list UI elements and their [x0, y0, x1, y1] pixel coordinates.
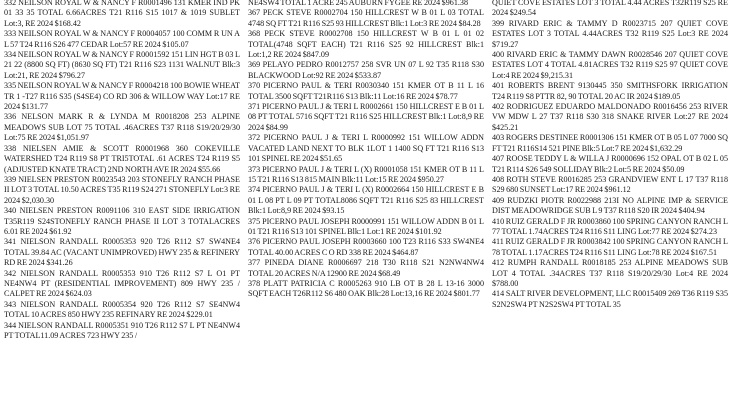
list-item: 412 RUMPH RANDALL R0018185 253 ALPINE MEADOWS SUB LOT 4 TOTAL .34ACRES T37 R118 S19/20/29/30 Lot:4 RE 2024 $788.00 — [492, 258, 728, 288]
list-item: 403 ROGERS DESTINEE R0001306 151 KMER OT B 05 L 07 7000 SQ FT T21 R116S14 521 PINE Blk:5 Lot:7 RE 2024 $1,632.29 — [492, 133, 728, 153]
list-item: 372 PICERNO PAUL J & TERI L R0000992 151 WILLOW ADDN VACATED LAND NEXT TO BLK 1LOT 1 1400 SQ FT T21 R116 S13 101 SPINEL RE 2024 $51.65 — [248, 133, 484, 164]
list-item: 344 NIELSON RANDALL R0005351 910 T26 R112 S7 L PT NE4NW4 PT TOTAL11.09 ACRES 723 HWY 235 / — [4, 320, 240, 340]
column-right — [492, 0, 728, 400]
list-item: QUIET COVE ESTATES LOT 3 TOTAL 4.44 ACRES T32R119 S25 RE 2024 $249.54 — [492, 0, 728, 18]
list-item: 377 PINEDA DIANE R0006697 218 T30 R118 S21 N2NW4NW4 TOTAL 20 ACRES N/A 12900 RE 2024 $68.49 — [248, 258, 484, 278]
list-item: 334 NEILSON ROYAL W & NANCY F R0001592 151 LIN HGT B 03 L 21 22 (8800 SQ FT) (8630 SQ FT) T21 R116 S23 1131 WALNUT Blk:3 Lot:21, RE 2024 $796.27 — [4, 50, 240, 80]
list-item: 378 PLATT PATRICIA C R0005263 910 LB OT B 28 L 13-16 3000 SQFT EACH T26R112 S6 480 OAK Blk:28 Lot:13,16 RE 2024 $801.77 — [248, 278, 484, 299]
list-item: 371 PICERNO PAUL J & TERI L R0002661 150 HILLCREST E B 01 L 08 PT TOTAL 5716 SQFT T21 R116 S25 HILLCREST Blk:1 Lot:8,9 RE 2024 $84.99 — [248, 102, 484, 132]
list-item: 400 RIVARD ERIC & TAMMY DAWN R0028546 207 QUIET COVE ESTATES LOT 4 TOTAL 4.81ACRES T32 R119 S25 97 QUIET COVE Lot:4 RE 2024 $9,215.31 — [492, 50, 728, 80]
list-item: 368 PECK STEVE R0002708 150 HILLCREST W B 01 L 01 02 TOTAL(4748 SQFT EACH) T21 R116 S25 92 HILLCREST Blk:1 Lot:1,2 RE 2024 $847.09 — [248, 29, 484, 60]
list-item: 410 RUIZ GERALD F JR R0003860 100 SPRING CANYON RANCH L 77 TOTAL 1.74ACRES T24 R116 S11 LING Lot:77 RE 2024 $274.23 — [492, 216, 728, 236]
list-item: 414 SALT RIVER DEVELOPMENT, LLC R0015409 269 T36 R119 S35 S2N2SW4 PT N2S2SW4 PT TOTAL 35 — [492, 289, 728, 309]
list-item: 401 ROBERTS BRENT 9130445 350 SMITHSFORK IRRIGATION T24 R119 S8 PTTR 82, 90 TOTAL 20 AC IR 2024 $189.05 — [492, 81, 728, 101]
list-item: 370 PICERNO PAUL & TERI R0030340 151 KMER OT B 11 L 16 TOTAL 3500 SQFT T21R116 S13 Blk:11 Lot:16 RE 2024 $78.77 — [248, 81, 484, 101]
list-item: 367 PECK STEVE R0002704 150 HILLCREST W B 01 L 03 TOTAL 4748 SQ FT T21 R116 S25 93 HILLCREST Blk:1 Lot:3 RE 2024 $84.28 — [248, 8, 484, 28]
list-item: 376 PICERNO PAUL JOSEPH R0003660 100 T23 R116 S33 SW4NE4 TOTAL 40.00 ACRES C O RD 338 RE 2024 $464.87 — [248, 237, 484, 257]
list-item: 340 NIELSEN PRESTON R0091106 310 EAST SIDE IRRIGATION T35R119 S24STONEFLY RANCH PHASE II LOT 3 TOTALACRES 6.01 RE 2024 $61.92 — [4, 206, 240, 236]
list-item: 333 NEILSON ROYAL W & NANCY F R0004057 100 COMM R UN A L 57 T24 R116 S26 477 CEDAR Lot:57 RE 2024 $105.07 — [4, 29, 240, 49]
list-item: 402 RODRIGUEZ EDUARDO MALDONADO R0016456 253 RIVER VW MDW L 27 T37 R118 S30 318 SNAKE RIVER Lot:27 RE 2024 $425.21 — [492, 102, 728, 132]
list-item: 335 NEILSON ROYAL W & NANCY F R0004218 100 BOWIE WHEAT TR 1 -T27 R116 S35 (S4SE4) CO RD 306 & WILLOW WAY Lot:17 RE 2024 $131.77 — [4, 81, 240, 112]
list-item: 369 PELAYO PEDRO R0012757 258 SVR UN 07 L 92 T35 R118 S30 BLACKWOOD Lot:92 RE 2024 $533.87 — [248, 60, 484, 80]
list-item: 408 ROTH STEVE R0016285 253 GRANDVIEW ENT L 17 T37 R118 S29 680 SUNSET Lot:17 RE 2024 $961.12 — [492, 174, 728, 195]
list-item: 341 NIELSON RANDALL R0005353 920 T26 R112 S7 SW4NE4 TOTAL 39.84 AC (VACANT UNIMPROVED) HWY 235 & REFINERY RD RE 2024 $341.26 — [4, 237, 240, 268]
list-item: 338 NIELSEN AMIE & SCOTT R0001968 360 COKEVILLE WATERSHED T24 R119 S8 PT TRI5TOTAL .61 ACRES T24 R119 S5 (ADJUSTED KNATE TRACT) 2ND NORTH AVE IR 2024 $55.66 — [4, 143, 240, 174]
list-item: 343 NIELSON RANDALL R0005354 920 T26 R112 S7 SE4NW4 TOTAL 10 ACRES 850 HWY 235 REFINARY RE 2024 $229.01 — [4, 299, 240, 320]
list-item: 399 RIVARD ERIC & TAMMY D R0023715 207 QUIET COVE ESTATES LOT 3 TOTAL 4.44ACRES T32 R119 S25 Lot:3 RE 2024 $719.27 — [492, 18, 728, 49]
column-left — [4, 0, 240, 400]
list-item: 339 NIELSEN PRESTON R0023543 203 STONEFLY RANCH PHASE II LOT 3 TOTAL 10.50 ACRES T35 R119 S24 271 STONEFLY Lot:3 RE 2024 $2,030.30 — [4, 174, 240, 205]
list-item: 375 PICERNO PAUL JOSEPH R0000991 151 WILLOW ADDN B 01 L 01 T21 R116 S13 101 SPINEL Blk:1 Lot:1 RE 2024 $101.92 — [248, 216, 484, 236]
list-item: 332 NEILSON ROYAL W & NANCY F R0001496 131 KMER IND PK 01 33 35 TOTAL 6.66ACRES T21 R116 S15 1017 & 1019 SUBLET Lot:3, RE 2024 $168.42 — [4, 0, 240, 28]
column-middle — [248, 0, 484, 400]
list-item: 336 NELSON MARK R & LYNDA M R0018208 253 ALPINE MEADOWS SUB LOT 75 TOTAL .46ACRES T37 R118 S19/20/29/30 Lot:75 RE 2024 $1,051.97 — [4, 112, 240, 143]
list-item: 407 ROOSE TEDDY L & WILLA J R0000696 152 OPAL OT B 02 L 05 T21 R114 S26 549 SOLLIDAY Blk:2 Lot:5 RE 2024 $50.09 — [492, 154, 728, 174]
list-item: 374 PICERNO PAUL J & TERI L (X) R0002664 150 HILLCREST E B 01 L 08 PT L 09 PT TOTAL8086 SQFT T21 R116 S25 83 HILLCREST Blk:1 Lot:8,9 RE 2024 $93.15 — [248, 185, 484, 216]
list-item: 342 NIELSON RANDALL R0005353 910 T26 R112 S7 L O1 PT NE4NW4 PT (RESIDENTIAL IMPROVEMENT) 809 HWY 235 / CALPET RE 2024 $624.03 — [4, 268, 240, 299]
list-item: 373 PICERNO PAUL J & TERI L (X) R0001058 151 KMER OT B 11 L 15 T21 R116 S13 815 MAIN Blk:11 Lot:15 RE 2024 $950.27 — [248, 164, 484, 184]
list-item: NE4SW4 TOTAL 1 ACRE 245 AUBURN FYGEE RE 2024 $961.38 — [248, 0, 468, 7]
list-item: 411 RUIZ GERALD F JR R0003842 100 SPRING CANYON RANCH L 78 TOTAL 1.17ACRES T24 R116 S11 LING Lot:78 RE 2024 $167.51 — [492, 237, 728, 257]
list-item: 409 RUDZKI PIOTR R0022988 213I NO ALPINE IMP & SERVICE DIST MEADOWRIDGE SUB L 9 T37 R118 S20 IR 2024 $404.94 — [492, 195, 728, 216]
